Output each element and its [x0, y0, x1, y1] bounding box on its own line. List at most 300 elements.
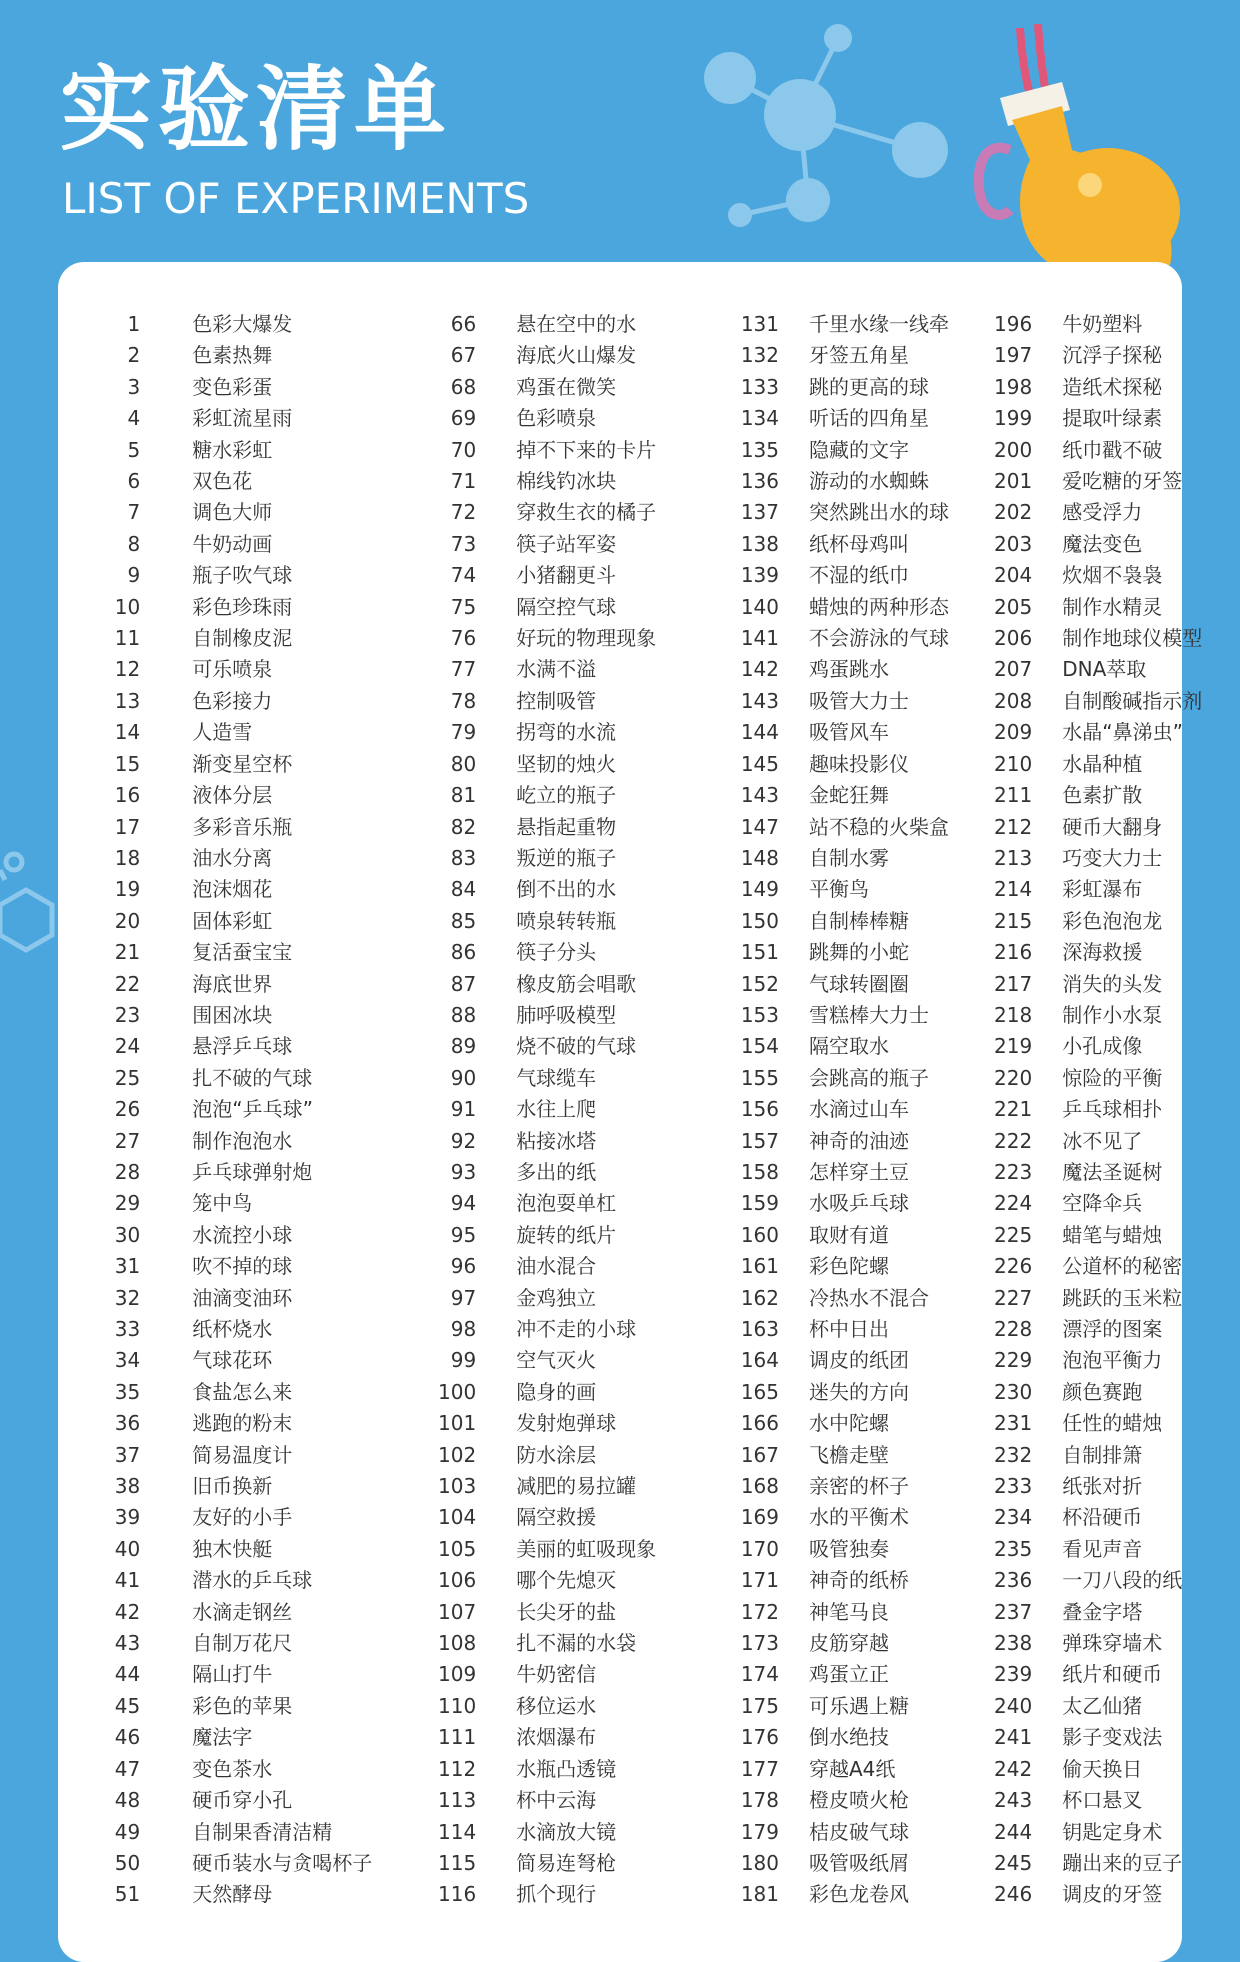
experiment-number: 3: [127, 374, 141, 399]
experiment-row: [86, 592, 1240, 623]
experiment-name: 硬币穿小孔: [192, 1788, 293, 1813]
experiment-number: 242: [994, 1756, 1033, 1781]
molecule-icon: [704, 24, 948, 227]
experiment-number: 45: [114, 1693, 141, 1718]
experiment-name: 乒乓球相扑: [1062, 1097, 1163, 1122]
experiment-row: [86, 1188, 1240, 1219]
experiment-name: 偷天换日: [1062, 1756, 1143, 1781]
experiment-name: 彩色泡泡龙: [1062, 908, 1163, 933]
experiment-number: 74: [450, 563, 477, 588]
experiment-name: 糖水彩虹: [192, 437, 273, 462]
experiment-number: 27: [114, 1128, 141, 1153]
experiment-name: 自制水雾: [809, 845, 889, 870]
experiment-row: [86, 843, 1240, 874]
experiment-number: 204: [994, 563, 1033, 588]
experiment-number: 215: [994, 908, 1033, 933]
experiment-number: 4: [127, 406, 141, 431]
experiment-number: 113: [438, 1788, 477, 1813]
experiment-number: 8: [127, 531, 141, 556]
experiment-row: [86, 1785, 1240, 1816]
experiment-number: 246: [994, 1882, 1033, 1907]
experiment-name: 深海救援: [1062, 940, 1143, 965]
experiment-number: 155: [740, 1065, 779, 1090]
experiment-number: 168: [740, 1474, 779, 1499]
experiment-number: 197: [994, 343, 1033, 368]
experiment-number: 214: [994, 877, 1033, 902]
experiment-number: 208: [994, 688, 1033, 713]
experiment-name: 油滴变油环: [192, 1285, 293, 1310]
experiment-name: 怎样穿土豆: [809, 1159, 909, 1184]
experiment-name: 扎不漏的水袋: [516, 1631, 637, 1656]
experiment-number: 104: [438, 1505, 477, 1530]
experiment-name: 雪糕棒大力士: [809, 1002, 929, 1027]
experiment-number: 81: [450, 783, 477, 808]
experiment-name: 隔空救援: [516, 1505, 597, 1530]
experiment-number: 205: [994, 594, 1033, 619]
experiment-number: 93: [450, 1159, 477, 1184]
experiment-number: 236: [994, 1568, 1033, 1593]
experiment-number: 143: [740, 688, 779, 713]
experiment-number: 84: [450, 877, 477, 902]
experiment-name: 可乐遇上糖: [809, 1693, 909, 1718]
experiment-name: 空气灭火: [516, 1348, 597, 1373]
experiment-row: [86, 874, 1240, 905]
experiment-name: 粘接冰塔: [516, 1128, 597, 1153]
experiment-number: 198: [994, 374, 1033, 399]
experiment-number: 166: [740, 1411, 779, 1436]
experiment-number: 240: [994, 1693, 1033, 1718]
experiment-number: 109: [438, 1662, 477, 1687]
page-subtitle: LIST OF EXPERIMENTS: [62, 174, 530, 223]
experiment-name: 制作小水泵: [1062, 1002, 1163, 1027]
experiment-number: 38: [114, 1474, 141, 1499]
experiment-name: 杯沿硬币: [1062, 1505, 1143, 1530]
experiment-name: 牛奶动画: [192, 531, 273, 556]
experiment-number: 173: [740, 1631, 779, 1656]
experiment-number: 49: [114, 1819, 141, 1844]
experiment-number: 200: [994, 437, 1033, 462]
experiment-name: 自制酸碱指示剂: [1062, 688, 1203, 713]
experiment-number: 18: [114, 845, 141, 870]
experiment-name: 泡泡平衡力: [1062, 1348, 1163, 1373]
experiment-number: 135: [740, 437, 779, 462]
experiment-number: 33: [114, 1317, 141, 1341]
experiment-name: 硬币大翻身: [1062, 814, 1163, 839]
experiment-number: 19: [114, 877, 141, 902]
experiment-name: 双色花: [192, 469, 253, 494]
experiment-number: 138: [740, 531, 779, 556]
experiment-name: 掉不下来的卡片: [516, 437, 657, 462]
experiment-number: 37: [114, 1442, 141, 1467]
experiment-name: 会跳高的瓶子: [809, 1065, 929, 1090]
experiment-number: 142: [740, 657, 779, 682]
experiment-number: 227: [994, 1285, 1033, 1310]
experiment-number: 139: [740, 563, 779, 588]
experiment-number: 6: [127, 469, 141, 494]
experiment-number: 70: [450, 437, 477, 462]
experiment-row: [86, 1031, 1240, 1062]
experiment-name: 吸管大力士: [809, 688, 909, 713]
experiment-name: 影子变戏法: [1062, 1725, 1163, 1750]
experiment-number: 34: [114, 1348, 141, 1373]
experiment-name: 悬浮乒乓球: [192, 1034, 293, 1059]
experiment-name: 减肥的易拉罐: [516, 1474, 637, 1499]
experiment-name: 纸张对折: [1062, 1474, 1143, 1499]
experiment-name: 油水分离: [192, 845, 273, 870]
experiment-number: 159: [740, 1191, 779, 1216]
experiment-name: 叠金字塔: [1062, 1599, 1143, 1624]
experiment-name: 围困冰块: [192, 1002, 273, 1027]
experiment-row: [86, 937, 1240, 968]
experiment-number: 141: [740, 626, 779, 651]
experiment-name: 魔法圣诞树: [1062, 1159, 1163, 1184]
experiment-name: 悬在空中的水: [516, 312, 637, 336]
experiment-row: [86, 529, 1240, 560]
experiment-number: 72: [450, 500, 477, 525]
experiment-number: 69: [450, 406, 477, 431]
experiment-name: 喷泉转转瓶: [516, 908, 617, 933]
experiment-number: 105: [438, 1536, 477, 1561]
experiment-name: 移位运水: [516, 1693, 597, 1718]
experiment-name: 简易连弩枪: [516, 1850, 617, 1875]
experiment-name: 金鸡独立: [516, 1285, 597, 1310]
experiment-row: [86, 1345, 1240, 1376]
experiment-number: 2: [127, 343, 141, 368]
experiment-name: 制作地球仪模型: [1062, 626, 1203, 651]
experiment-number: 47: [114, 1756, 141, 1781]
experiment-number: 235: [994, 1536, 1033, 1561]
experiment-name: 多彩音乐瓶: [192, 814, 293, 839]
experiment-row: [86, 1283, 1240, 1314]
experiment-name: 隐身的画: [516, 1379, 597, 1404]
experiment-name: 感受浮力: [1062, 500, 1143, 525]
experiment-name: 旧币换新: [192, 1474, 273, 1499]
experiment-name: 皮筋穿越: [809, 1631, 889, 1656]
benzene-ring-icon: [0, 854, 52, 950]
experiment-number: 11: [114, 626, 141, 651]
experiment-number: 132: [740, 343, 779, 368]
experiment-name: 取财有道: [809, 1222, 889, 1247]
experiment-name: 炊烟不袅袅: [1062, 563, 1163, 588]
experiment-number: 196: [994, 312, 1033, 336]
experiment-name: 飞檐走壁: [809, 1442, 889, 1467]
experiment-number: 151: [740, 940, 779, 965]
experiment-row: [86, 560, 1240, 591]
experiment-name: 牛奶塑料: [1062, 312, 1143, 336]
experiment-number: 233: [994, 1474, 1033, 1499]
experiment-number: 158: [740, 1159, 779, 1184]
experiment-name: 彩虹瀑布: [1062, 877, 1143, 902]
experiment-name: 隔空取水: [809, 1034, 889, 1059]
experiment-list: [86, 309, 1240, 1911]
experiment-name: 金蛇狂舞: [809, 783, 889, 808]
experiment-name: 制作泡泡水: [192, 1128, 293, 1153]
experiment-name: 防水涂层: [516, 1442, 597, 1467]
experiment-name: 色素热舞: [192, 343, 273, 368]
experiment-name: 蹦出来的豆子: [1062, 1850, 1183, 1875]
experiment-number: 181: [740, 1882, 779, 1907]
experiment-number: 153: [740, 1002, 779, 1027]
experiment-row: [86, 1220, 1240, 1251]
experiment-number: 131: [740, 312, 779, 336]
experiment-number: 75: [450, 594, 477, 619]
experiment-name: 自制排箫: [1062, 1442, 1143, 1467]
experiment-row: [86, 1659, 1240, 1690]
experiment-number: 80: [450, 751, 477, 776]
experiment-name: 水满不溢: [516, 657, 597, 682]
experiment-number: 77: [450, 657, 477, 682]
experiment-number: 221: [994, 1097, 1033, 1122]
experiment-name: 固体彩虹: [192, 908, 273, 933]
experiment-name: 复活蚕宝宝: [192, 940, 293, 965]
experiment-number: 137: [740, 500, 779, 525]
experiment-number: 91: [450, 1097, 477, 1122]
experiment-name: 吸管风车: [809, 720, 889, 745]
experiment-number: 157: [740, 1128, 779, 1153]
experiment-name: 变色茶水: [192, 1756, 273, 1781]
experiment-number: 17: [114, 814, 141, 839]
experiment-row: [86, 1471, 1240, 1502]
experiment-name: 潜水的乒乓球: [192, 1568, 313, 1593]
experiment-row: [86, 466, 1240, 497]
experiment-number: 180: [740, 1850, 779, 1875]
experiment-number: 107: [438, 1599, 477, 1624]
experiment-name: 平衡鸟: [809, 877, 869, 902]
experiment-name: 海底火山爆发: [516, 343, 637, 368]
experiment-row: [86, 309, 1240, 340]
experiment-number: 32: [114, 1285, 141, 1310]
experiment-name: 硬币装水与贪喝杯子: [192, 1850, 373, 1875]
experiment-row: [86, 654, 1240, 685]
experiment-name: 弹珠穿墙术: [1062, 1631, 1163, 1656]
experiment-row: [86, 1440, 1240, 1471]
experiment-name: 站不稳的火柴盒: [809, 814, 949, 839]
experiment-number: 20: [114, 908, 141, 933]
experiment-name: 水流控小球: [192, 1222, 293, 1247]
experiment-name: 不湿的纸巾: [809, 563, 909, 588]
experiment-name: 彩色的苹果: [192, 1693, 293, 1718]
experiment-name: 独木快艇: [192, 1536, 273, 1561]
experiment-number: 102: [438, 1442, 477, 1467]
experiment-name: 制作水精灵: [1062, 594, 1163, 619]
experiment-name: 海底世界: [192, 971, 273, 996]
experiment-number: 21: [114, 940, 141, 965]
experiment-name: 突然跳出水的球: [809, 500, 949, 525]
experiment-row: [86, 1314, 1240, 1345]
experiment-name: 屹立的瓶子: [516, 783, 617, 808]
experiment-number: 225: [994, 1222, 1033, 1247]
experiment-name: 看见声音: [1062, 1536, 1143, 1561]
experiment-number: 207: [994, 657, 1033, 682]
experiment-number: 217: [994, 971, 1033, 996]
experiment-number: 144: [740, 720, 779, 745]
experiment-number: 230: [994, 1379, 1033, 1404]
experiment-name: 棉线钓冰块: [516, 469, 617, 494]
experiment-name: 爱吃糖的牙签: [1062, 469, 1183, 494]
experiment-name: 不会游泳的气球: [809, 626, 949, 651]
experiment-row: [86, 1722, 1240, 1753]
experiment-number: 209: [994, 720, 1033, 745]
experiment-number: 96: [450, 1254, 477, 1279]
experiment-number: 30: [114, 1222, 141, 1247]
experiment-number: 175: [740, 1693, 779, 1718]
experiment-name: 隐藏的文字: [809, 437, 909, 462]
experiment-number: 46: [114, 1725, 141, 1750]
experiment-name: 扎不破的气球: [192, 1065, 313, 1090]
experiment-name: 小猪翻更斗: [516, 563, 617, 588]
experiment-name: 笼中鸟: [192, 1191, 253, 1216]
experiment-number: 231: [994, 1411, 1033, 1436]
experiment-name: 水晶种植: [1062, 751, 1143, 776]
experiment-number: 202: [994, 500, 1033, 525]
experiment-row: [86, 623, 1240, 654]
experiment-row: [86, 969, 1240, 1000]
experiment-number: 108: [438, 1631, 477, 1656]
experiment-name: 迷失的方向: [809, 1379, 909, 1404]
experiment-row: [86, 1534, 1240, 1565]
experiment-name: 纸杯烧水: [192, 1317, 273, 1341]
experiment-name: 控制吸管: [516, 688, 597, 713]
experiment-name: 渐变星空杯: [192, 751, 293, 776]
experiment-number: 172: [740, 1599, 779, 1624]
experiment-name: 吸管独奏: [809, 1536, 889, 1561]
experiment-name: 水滴过山车: [809, 1097, 909, 1122]
experiment-name: 沉浮子探秘: [1062, 343, 1163, 368]
experiment-name: 冷热水不混合: [809, 1285, 929, 1310]
experiment-name: 调皮的纸团: [809, 1348, 909, 1373]
experiment-number: 51: [114, 1882, 141, 1907]
experiment-number: 220: [994, 1065, 1033, 1090]
experiment-number: 244: [994, 1819, 1033, 1844]
experiment-number: 149: [740, 877, 779, 902]
experiment-number: 164: [740, 1348, 779, 1373]
experiment-number: 29: [114, 1191, 141, 1216]
experiment-number: 35: [114, 1379, 141, 1404]
experiment-number: 213: [994, 845, 1033, 870]
experiment-number: 241: [994, 1725, 1033, 1750]
experiment-number: 106: [438, 1568, 477, 1593]
experiment-name: 拐弯的水流: [516, 720, 617, 745]
experiment-name: 吸管吸纸屑: [809, 1850, 909, 1875]
experiment-name: 逃跑的粉末: [192, 1411, 293, 1436]
experiment-name: 烧不破的气球: [516, 1034, 637, 1059]
experiment-number: 114: [438, 1819, 477, 1844]
experiment-number: 101: [438, 1411, 477, 1436]
experiment-number: 145: [740, 751, 779, 776]
experiment-row: [86, 1879, 1240, 1910]
experiment-number: 13: [114, 688, 141, 713]
experiment-name: 水滴放大镜: [516, 1819, 617, 1844]
experiment-row: [86, 1063, 1240, 1094]
experiment-number: 87: [450, 971, 477, 996]
experiment-number: 10: [114, 594, 141, 619]
experiment-name: 提取叶绿素: [1062, 406, 1163, 431]
experiment-number: 110: [438, 1693, 477, 1718]
experiment-name: 可乐喷泉: [192, 657, 273, 682]
experiment-name: 游动的水蜘蛛: [809, 469, 929, 494]
experiment-number: 82: [450, 814, 477, 839]
experiment-number: 224: [994, 1191, 1033, 1216]
experiment-number: 165: [740, 1379, 779, 1404]
experiment-number: 143: [740, 783, 779, 808]
experiment-name: 水滴走钢丝: [192, 1599, 293, 1624]
experiment-number: 98: [450, 1317, 477, 1341]
experiment-name: 牙签五角星: [809, 343, 909, 368]
experiment-name: 瓶子吹气球: [192, 563, 293, 588]
experiment-row: [86, 1502, 1240, 1533]
experiment-name: 一刀八段的纸: [1062, 1568, 1183, 1593]
experiment-row: [86, 1157, 1240, 1188]
experiment-number: 116: [438, 1882, 477, 1907]
experiment-number: 26: [114, 1097, 141, 1122]
experiment-row: [86, 749, 1240, 780]
experiment-name: 任性的蜡烛: [1062, 1411, 1163, 1436]
experiment-number: 5: [127, 437, 141, 462]
experiment-name: 气球花环: [192, 1348, 273, 1373]
experiment-number: 23: [114, 1002, 141, 1027]
experiment-name: 变色彩蛋: [192, 374, 273, 399]
experiment-name: 惊险的平衡: [1062, 1065, 1163, 1090]
experiment-name: 跳舞的小蛇: [809, 940, 909, 965]
experiment-name: 泡沫烟花: [192, 877, 273, 902]
experiment-number: 218: [994, 1002, 1033, 1027]
experiment-name: 筷子站军姿: [516, 531, 617, 556]
experiment-name: 桔皮破气球: [809, 1819, 909, 1844]
experiment-number: 40: [114, 1536, 141, 1561]
experiment-row: [86, 1817, 1240, 1848]
experiment-number: 199: [994, 406, 1033, 431]
experiment-row: [86, 340, 1240, 371]
experiment-name: 彩色珍珠雨: [192, 594, 293, 619]
experiment-name: 神奇的油迹: [809, 1128, 909, 1153]
experiment-name: 纸巾戳不破: [1062, 437, 1163, 462]
page-title: 实验清单: [60, 56, 453, 163]
experiment-number: 216: [994, 940, 1033, 965]
experiment-name: 哪个先熄灭: [516, 1568, 617, 1593]
experiment-name: 美丽的虹吸现象: [516, 1536, 657, 1561]
experiment-number: 179: [740, 1819, 779, 1844]
experiment-name: 气球缆车: [516, 1065, 597, 1090]
experiment-row: [86, 1251, 1240, 1282]
experiment-number: 212: [994, 814, 1033, 839]
experiment-name: 自制橡皮泥: [192, 626, 293, 651]
experiment-name: 色彩接力: [192, 688, 273, 713]
experiment-number: 31: [114, 1254, 141, 1279]
experiment-number: 86: [450, 940, 477, 965]
experiment-number: 160: [740, 1222, 779, 1247]
experiment-name: 食盐怎么来: [192, 1379, 293, 1404]
experiment-row: [86, 1754, 1240, 1785]
experiment-name: 发射炮弹球: [516, 1411, 617, 1436]
experiment-name: 叛逆的瓶子: [516, 845, 617, 870]
experiment-name: 简易温度计: [192, 1442, 293, 1467]
experiment-name: 气球转圈圈: [809, 971, 909, 996]
experiment-number: 177: [740, 1756, 779, 1781]
experiment-number: 228: [994, 1317, 1033, 1341]
experiment-number: 150: [740, 908, 779, 933]
experiment-name: 杯中日出: [809, 1317, 889, 1341]
experiment-number: 112: [438, 1756, 477, 1781]
experiment-name: 公道杯的秘密: [1062, 1254, 1183, 1279]
experiment-number: 222: [994, 1128, 1033, 1153]
experiment-name: 浓烟瀑布: [516, 1725, 597, 1750]
experiment-number: 22: [114, 971, 141, 996]
flask-icon: [979, 24, 1180, 272]
experiment-name: 杯中云海: [516, 1788, 597, 1813]
experiment-number: 239: [994, 1662, 1033, 1687]
experiment-name: 鸡蛋跳水: [809, 657, 889, 682]
experiment-row: [86, 1691, 1240, 1722]
